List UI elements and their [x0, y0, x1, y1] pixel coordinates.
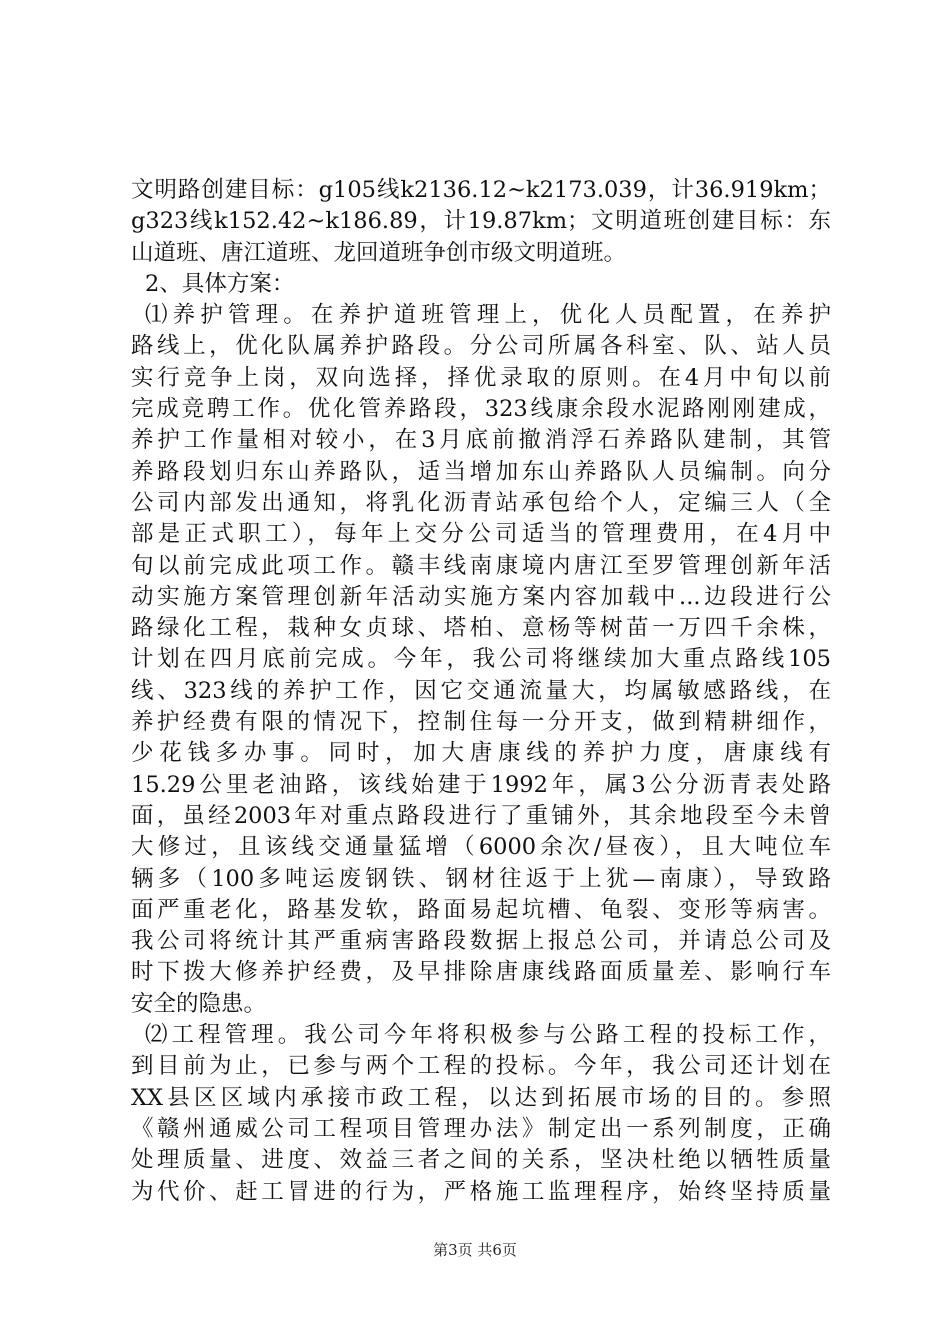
text-line: 为代价、赶工冒进的行为，严格施工监理程序，始终坚持质量: [131, 1178, 831, 1205]
text-line: 旬以前完成此项工作。赣丰线南康境内唐江至罗管理创新年活: [131, 552, 831, 579]
text-line: 我公司将统计其严重病害路段数据上报总公司，并请总公司及: [131, 928, 831, 955]
document-body: [131, 175, 831, 1208]
text-line: 动实施方案管理创新年活动实施方案内容加载中...边段进行公: [131, 583, 831, 610]
text-line: 实行竞争上岗，双向选择，择优录取的原则。在4月中旬以前: [131, 364, 831, 391]
text-line: 路线上，优化队属养护路段。分公司所属各科室、队、站人员: [131, 333, 831, 360]
text-line: 面，虽经2003年对重点路段进行了重铺外，其余地段至今未曾: [131, 802, 831, 829]
text-line: 时下拨大修养护经费，及早排除唐康线路面质量差、影响行车: [131, 959, 831, 986]
section-heading: 2、具体方案：: [145, 270, 295, 297]
text-line: 养护经费有限的情况下，控制住每一分开支，做到精耕细作，: [131, 709, 831, 736]
text-line: 文明路创建目标：g105线k2136.12~k2173.039，计36.919km；: [131, 177, 831, 203]
text-line: 面严重老化，路基发软，路面易起坑槽、龟裂、变形等病害。: [131, 896, 831, 923]
text-line: 安全的隐患。: [131, 990, 267, 1017]
text-line: 计划在四月底前完成。今年，我公司将继续加大重点路线105: [131, 646, 831, 673]
text-line: 线、323线的养护工作，因它交通流量大，均属敏感路线，在: [131, 677, 831, 704]
text-line: XX县区区域内承接市政工程，以达到拓展市场的目的。参照: [131, 1084, 831, 1111]
text-line: ⑵工程管理。我公司今年将积极参与公路工程的投标工作，: [145, 1022, 831, 1049]
text-line: g323线k152.42~k186.89，计19.87km；文明道班创建目标：东: [131, 208, 831, 235]
text-line: 处理质量、进度、效益三者之间的关系，坚决杜绝以牺牲质量: [131, 1147, 831, 1174]
text-line: 少花钱多办事。同时，加大唐康线的养护力度，唐康线有: [131, 740, 831, 767]
text-line: 养护工作量相对较小，在3月底前撤消浮石养路队建制，其管: [131, 427, 831, 454]
text-line: 山道班、唐江道班、龙回道班争创市级文明道班。: [131, 239, 627, 266]
text-line: 公司内部发出通知，将乳化沥青站承包给个人，定编三人（全: [131, 489, 831, 516]
text-line: 《赣州通威公司工程项目管理办法》制定出一系列制度，正确: [131, 1115, 831, 1142]
page-number-footer: 第3页 共6页: [433, 1241, 517, 1259]
text-line: 大修过，且该线交通量猛增（6000余次/昼夜），且大吨位车: [131, 834, 831, 861]
text-line: 部是正式职工），每年上交分公司适当的管理费用，在4月中: [131, 521, 831, 548]
text-line: 路绿化工程，栽种女贞球、塔柏、意杨等树苗一万四千余株，: [131, 615, 831, 642]
text-line: ⑴养护管理。在养护道班管理上，优化人员配置，在养护: [145, 302, 831, 329]
text-line: 完成竞聘工作。优化管养路段，323线康余段水泥路刚刚建成，: [131, 396, 831, 423]
text-line: 辆多（100多吨运废钢铁、钢材往返于上犹—南康），导致路: [131, 865, 831, 892]
text-line: 养路段划归东山养路队，适当增加东山养路队人员编制。向分: [131, 458, 831, 485]
text-line: 15.29公里老油路，该线始建于1992年，属3公分沥青表处路: [131, 771, 831, 798]
text-line: 到目前为止，已参与两个工程的投标。今年，我公司还计划在: [131, 1053, 831, 1080]
